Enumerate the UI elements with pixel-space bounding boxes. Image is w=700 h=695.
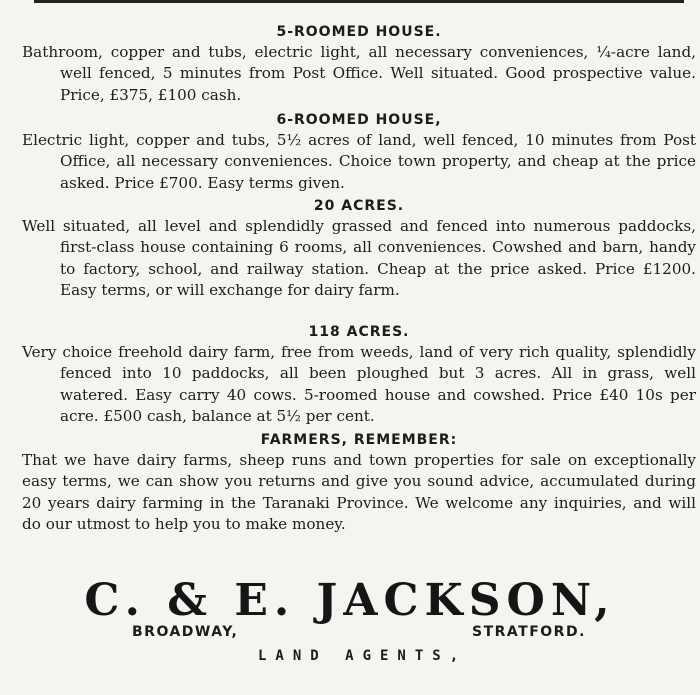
firm-name: C. & E. JACKSON,	[84, 575, 616, 626]
address-street: BROADWAY,	[132, 624, 239, 640]
listing-6-roomed-house	[22, 110, 696, 194]
listing-heading: 6-ROOMED HOUSE,	[276, 112, 442, 128]
listing-118-acres	[22, 322, 696, 428]
listing-heading: 20 ACRES.	[313, 198, 405, 214]
listing-body: Very choice freehold dairy farm, free from weeds, land of very rich quality, splendidly fenced into 10 paddocks, all been ploughed but 3 acres. All in grass, well watered. Easy carry 40 cows. 5-roomed house and cowshed. Price £40 10s per acre. £500 cash, balance at 5½ per cent.	[22, 343, 696, 426]
listing-20-acres	[22, 196, 696, 302]
notice-body: That we have dairy farms, sheep runs and town properties for sale on exceptionally easy terms, we can show you returns and give you sound advice, accumulated during 20 years dairy farming in the Taranaki Province. We welcome any inquiries, and will do our utmost to help you to make money.	[22, 451, 696, 534]
listing-5-roomed-house	[22, 22, 696, 106]
notice-heading: FARMERS, REMEMBER:	[260, 432, 458, 448]
listing-body: Electric light, copper and tubs, 5½ acres of land, well fenced, 10 minutes from Post Office, all necessary conveniences. Choice town property, and cheap at the price asked. Price £700. Easy terms given.	[22, 131, 696, 192]
farmers-remember-notice	[22, 430, 696, 536]
listing-heading: 118 ACRES.	[308, 324, 410, 340]
firm-role: LAND AGENTS,	[258, 648, 468, 664]
listing-heading: 5-ROOMED HOUSE.	[276, 24, 442, 40]
top-rule	[34, 0, 684, 3]
address-town: STRATFORD.	[472, 624, 586, 640]
listing-body: Well situated, all level and splendidly grassed and fenced into numerous paddocks, first-class house containing 6 rooms, all conveniences. Cowshed and barn, handy to factory, school, and railway station. Cheap at the price asked. Price £1200. Easy terms, or will exchange for dairy farm.	[22, 217, 696, 300]
listing-body: Bathroom, copper and tubs, electric light, all necessary conveniences, ¼-acre land, well fenced, 5 minutes from Post Office. Well situated. Good prospective value. Price, £375, £100 cash.	[22, 43, 696, 104]
